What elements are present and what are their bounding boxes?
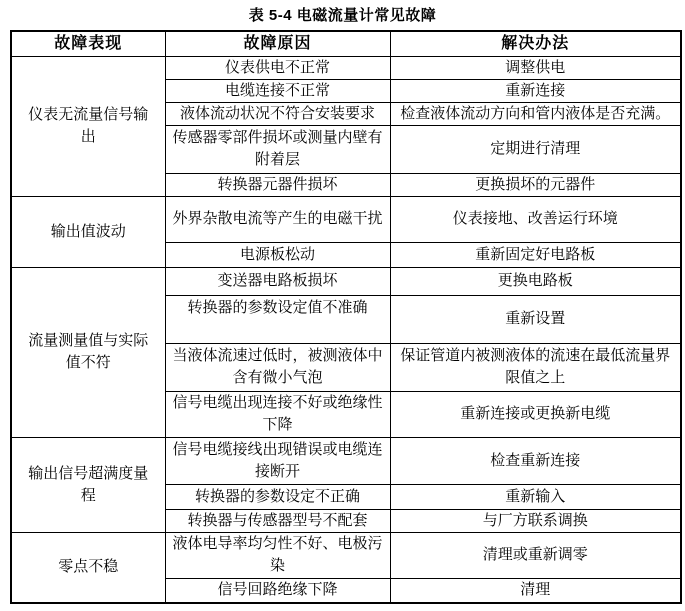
header-row (11, 31, 681, 56)
col-header-symptom: 故障表现 (11, 31, 165, 56)
cause-cell: 转换器的参数设定值不准确 (165, 295, 390, 343)
solution-cell: 更换电路板 (390, 267, 681, 295)
solution-cell: 检查重新连接 (390, 437, 681, 484)
cause-cell: 仪表供电不正常 (165, 56, 390, 79)
cause-cell: 电源板松动 (165, 242, 390, 267)
solution-cell: 重新输入 (390, 484, 681, 509)
symptom-cell: 仪表无流量信号输出 (11, 56, 165, 196)
cause-cell: 外界杂散电流等产生的电磁干扰 (165, 196, 390, 242)
solution-cell: 检查液体流动方向和管内液体是否充满。 (390, 102, 681, 125)
table-row (11, 532, 681, 578)
table-row (11, 267, 681, 295)
symptom-cell: 零点不稳 (11, 532, 165, 603)
solution-cell: 重新连接或更换新电缆 (390, 391, 681, 437)
table-row (11, 56, 681, 79)
cause-cell: 信号回路绝缘下降 (165, 578, 390, 603)
cause-cell: 传感器零部件损坏或测量内壁有附着层 (165, 125, 390, 173)
cause-cell: 转换器与传感器型号不配套 (165, 509, 390, 532)
cause-cell: 转换器的参数设定不正确 (165, 484, 390, 509)
solution-cell: 清理或重新调零 (390, 532, 681, 578)
symptom-cell: 输出值波动 (11, 196, 165, 267)
solution-cell: 重新设置 (390, 295, 681, 343)
table-row (11, 437, 681, 484)
table-title: 表 5-4 电磁流量计常见故障 (248, 7, 437, 24)
symptom-cell: 流量测量值与实际值不符 (11, 267, 165, 437)
cause-cell: 电缆连接不正常 (165, 79, 390, 102)
solution-cell: 清理 (390, 578, 681, 603)
cause-cell: 液体电导率均匀性不好、电极污染 (165, 532, 390, 578)
cause-cell: 变送器电路板损坏 (165, 267, 390, 295)
table-row (11, 196, 681, 242)
cause-cell: 转换器元器件损坏 (165, 173, 390, 196)
cause-cell: 信号电缆出现连接不好或绝缘性下降 (165, 391, 390, 437)
solution-cell: 仪表接地、改善运行环境 (390, 196, 681, 242)
cause-cell: 当液体流速过低时，被测液体中含有微小气泡 (165, 343, 390, 391)
col-header-cause: 故障原因 (165, 31, 390, 56)
cause-cell: 液体流动状况不符合安装要求 (165, 102, 390, 125)
solution-cell: 重新固定好电路板 (390, 242, 681, 267)
solution-cell: 调整供电 (390, 56, 681, 79)
solution-cell: 重新连接 (390, 79, 681, 102)
solution-cell: 更换损坏的元器件 (390, 173, 681, 196)
solution-cell: 与厂方联系调换 (390, 509, 681, 532)
solution-cell: 定期进行清理 (390, 125, 681, 173)
fault-table (10, 30, 682, 604)
symptom-cell: 输出信号超满度量程 (11, 437, 165, 532)
cause-cell: 信号电缆接线出现错误或电缆连接断开 (165, 437, 390, 484)
col-header-solution: 解决办法 (390, 31, 681, 56)
solution-cell: 保证管道内被测液体的流速在最低流量界限值之上 (390, 343, 681, 391)
